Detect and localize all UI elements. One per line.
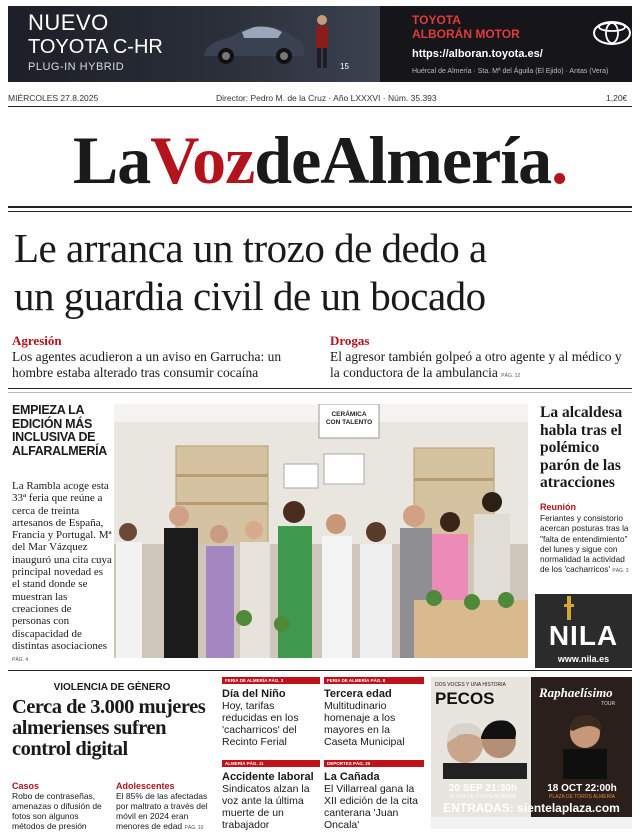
lead-headline[interactable] [14, 224, 630, 320]
violencia-text-1: Robo de contraseñas, amenazas o difusión de fotos son algunos métodos de presión [12, 791, 102, 831]
ad-nuevo: NUEVO [28, 10, 109, 35]
violencia-headline[interactable]: Cerca de 3.000 mujeres almerienses sufren control digital [12, 696, 206, 760]
feature-headline[interactable]: EMPIEZA LA EDICIÓN MÁS INCLUSIVA DE ALFARALMERÍA [12, 403, 108, 458]
lead-text-right: El agresor también golpeó a otro agente y al médico y la conductora de la ambulancia [330, 349, 622, 380]
ad-brand-toyota: TOYOTA [412, 13, 461, 27]
toyota-ad-banner[interactable] [8, 6, 632, 82]
ad-address: Huércal de Almería · Sta. Mª del Águila (El Ejido) · Antas (Vera) [412, 68, 609, 75]
lead-sub-left [12, 333, 318, 381]
top-rule [8, 106, 632, 107]
pecos-photo [437, 707, 527, 779]
price: 1,20€ [606, 93, 628, 103]
masthead-rule [8, 206, 632, 208]
nila-ad[interactable] [535, 594, 632, 668]
box-text: Hoy, tarifas reducidas en los 'cacharricos' del Recinto Ferial [222, 700, 299, 748]
box-title: Accidente laboral [222, 771, 314, 783]
concert-date-2: 18 OCT 22:00h [547, 783, 617, 794]
ad-brand-alboran: ALBORÁN MOTOR [412, 27, 520, 41]
feature-page-ref: PÁG. 4 [12, 657, 29, 664]
box-title: Día del Niño [222, 688, 286, 700]
box-tag: FERIA DE ALMERÍA PÁG. 8 [324, 677, 424, 684]
masthead-dot: . [551, 122, 568, 198]
right-story-title[interactable]: La alcaldesa habla tras el polémico parón de las atracciones [540, 404, 623, 491]
violencia-col1 [12, 781, 108, 831]
box-tag: DEPORTES PÁG. 29 [324, 760, 424, 767]
bottom-rule [8, 670, 632, 671]
toyota-logo-icon [592, 20, 632, 46]
concert-top-line: DOS VOCES Y UNA HISTORIA [435, 682, 506, 688]
box-tag: ALMERÍA PÁG. 11 [222, 760, 320, 767]
nila-url[interactable]: www.nila.es [557, 654, 610, 664]
masthead-rule-thin [8, 211, 632, 212]
person-figure [313, 14, 331, 70]
masthead-la: La [72, 122, 151, 198]
lead-kicker-right: Drogas [330, 333, 370, 348]
concert-raphael: Raphaelísimo [539, 685, 613, 700]
nila-name: NILA [548, 620, 619, 651]
section-rule [8, 392, 632, 396]
violencia-col2 [116, 781, 216, 833]
ad-plug: PLUG-IN HYBRID [28, 61, 125, 73]
lead-page-ref: PÁG. 12 [501, 373, 521, 379]
concert-ad[interactable] [431, 677, 632, 829]
concert-tickets[interactable] [431, 801, 632, 815]
concert-tickets-url[interactable]: sientelaplaza.com [517, 801, 620, 815]
right-story-body: Feriantes y consistorio acercan posturas tras la "falta de entendimiento" del lunes y sigue con normalidad la actividad de los 'cacharricos' [540, 513, 629, 575]
concert-pecos: PECOS [435, 689, 495, 708]
box-text: El Villarreal gana la XII edición de la cita canterana 'Juan Oncala' [324, 783, 418, 831]
feature-text [12, 480, 112, 666]
ad-url[interactable]: https://alboran.toyota.es/ [412, 48, 543, 60]
director-line: Director: Pedro M. de la Cruz · Año LXXXVI · Núm. 35.393 [216, 93, 437, 103]
box-dia-nino[interactable] [222, 677, 320, 748]
photo-sign-text: CERÁMICA CON TALENTO [325, 411, 373, 426]
box-tercera-edad[interactable] [324, 677, 424, 748]
box-title: La Cañada [324, 771, 380, 783]
masthead-logo[interactable] [0, 120, 640, 200]
ad-badge: 15 [340, 62, 349, 71]
box-title: Tercera edad [324, 688, 392, 700]
violencia-kicker-1: Casos [12, 781, 40, 791]
concert-date-1: 20 SEP 21:30h [448, 783, 518, 794]
masthead-almeria: Almería [320, 122, 552, 198]
feature-photo[interactable] [114, 404, 528, 658]
nila-tower-icon [563, 596, 575, 620]
violencia-tag: VIOLENCIA DE GÉNERO [53, 682, 171, 693]
group-photo-image [114, 404, 528, 658]
ad-model: TOYOTA C-HR [28, 36, 163, 58]
concert-venue-1: PLAZA DE TOROS ALMERÍA [450, 794, 516, 800]
box-accidente[interactable] [222, 760, 320, 831]
box-text: Multitudinario homenaje a los mayores en la Caseta Municipal [324, 700, 405, 748]
lead-rule [8, 388, 632, 389]
right-story-page-ref: PÁG. 3 [612, 568, 629, 575]
car-image [198, 22, 308, 66]
lead-kicker-left: Agresión [12, 333, 62, 348]
raphael-photo [543, 707, 627, 779]
lead-line-2: un guardia civil de un bocado [14, 273, 486, 319]
lead-sub-right [330, 333, 630, 384]
right-story-text [540, 513, 632, 577]
right-story-kicker: Reunión [540, 502, 576, 512]
feature-body: La Rambla acoge esta 33ª feria que reúne a cerca de treinta artesanos de España, Francia y Portugal. Mª del Mar Vázquez inauguró una cita cuya principal novedad es el stand donde se muestran las creaciones de personas con discapacidad de distintas asociaciones [12, 480, 112, 652]
issue-date: MIÉRCOLES 27.8.2025 [8, 93, 99, 103]
concert-tickets-label: ENTRADAS: [443, 801, 514, 815]
lead-line-1: Le arranca un trozo de dedo a [14, 225, 487, 271]
box-tag: FERIA DE ALMERÍA PÁG. 3 [222, 677, 320, 684]
concert-tour: TOUR [601, 701, 616, 707]
box-text: Sindicatos alzan la voz ante la última muerte de un trabajador [222, 783, 310, 831]
box-la-canada[interactable] [324, 760, 424, 831]
violencia-kicker-2: Adolescentes [116, 781, 175, 791]
violencia-text-2: El 85% de las afectadas por maltrato a través del móvil en 2024 eran menores de edad [116, 791, 208, 831]
lead-text-left: Los agentes acudieron a un aviso en Garrucha: un hombre estaba alterado tras consumir cocaína [12, 349, 282, 380]
masthead-voz: Voz [150, 122, 255, 198]
concert-venue-2: PLAZA DE TOROS ALMERÍA [549, 794, 615, 800]
violencia-page-ref: PÁG. 10 [184, 825, 204, 831]
masthead-de: de [254, 122, 321, 198]
concert-sponsor-strip [431, 817, 632, 829]
